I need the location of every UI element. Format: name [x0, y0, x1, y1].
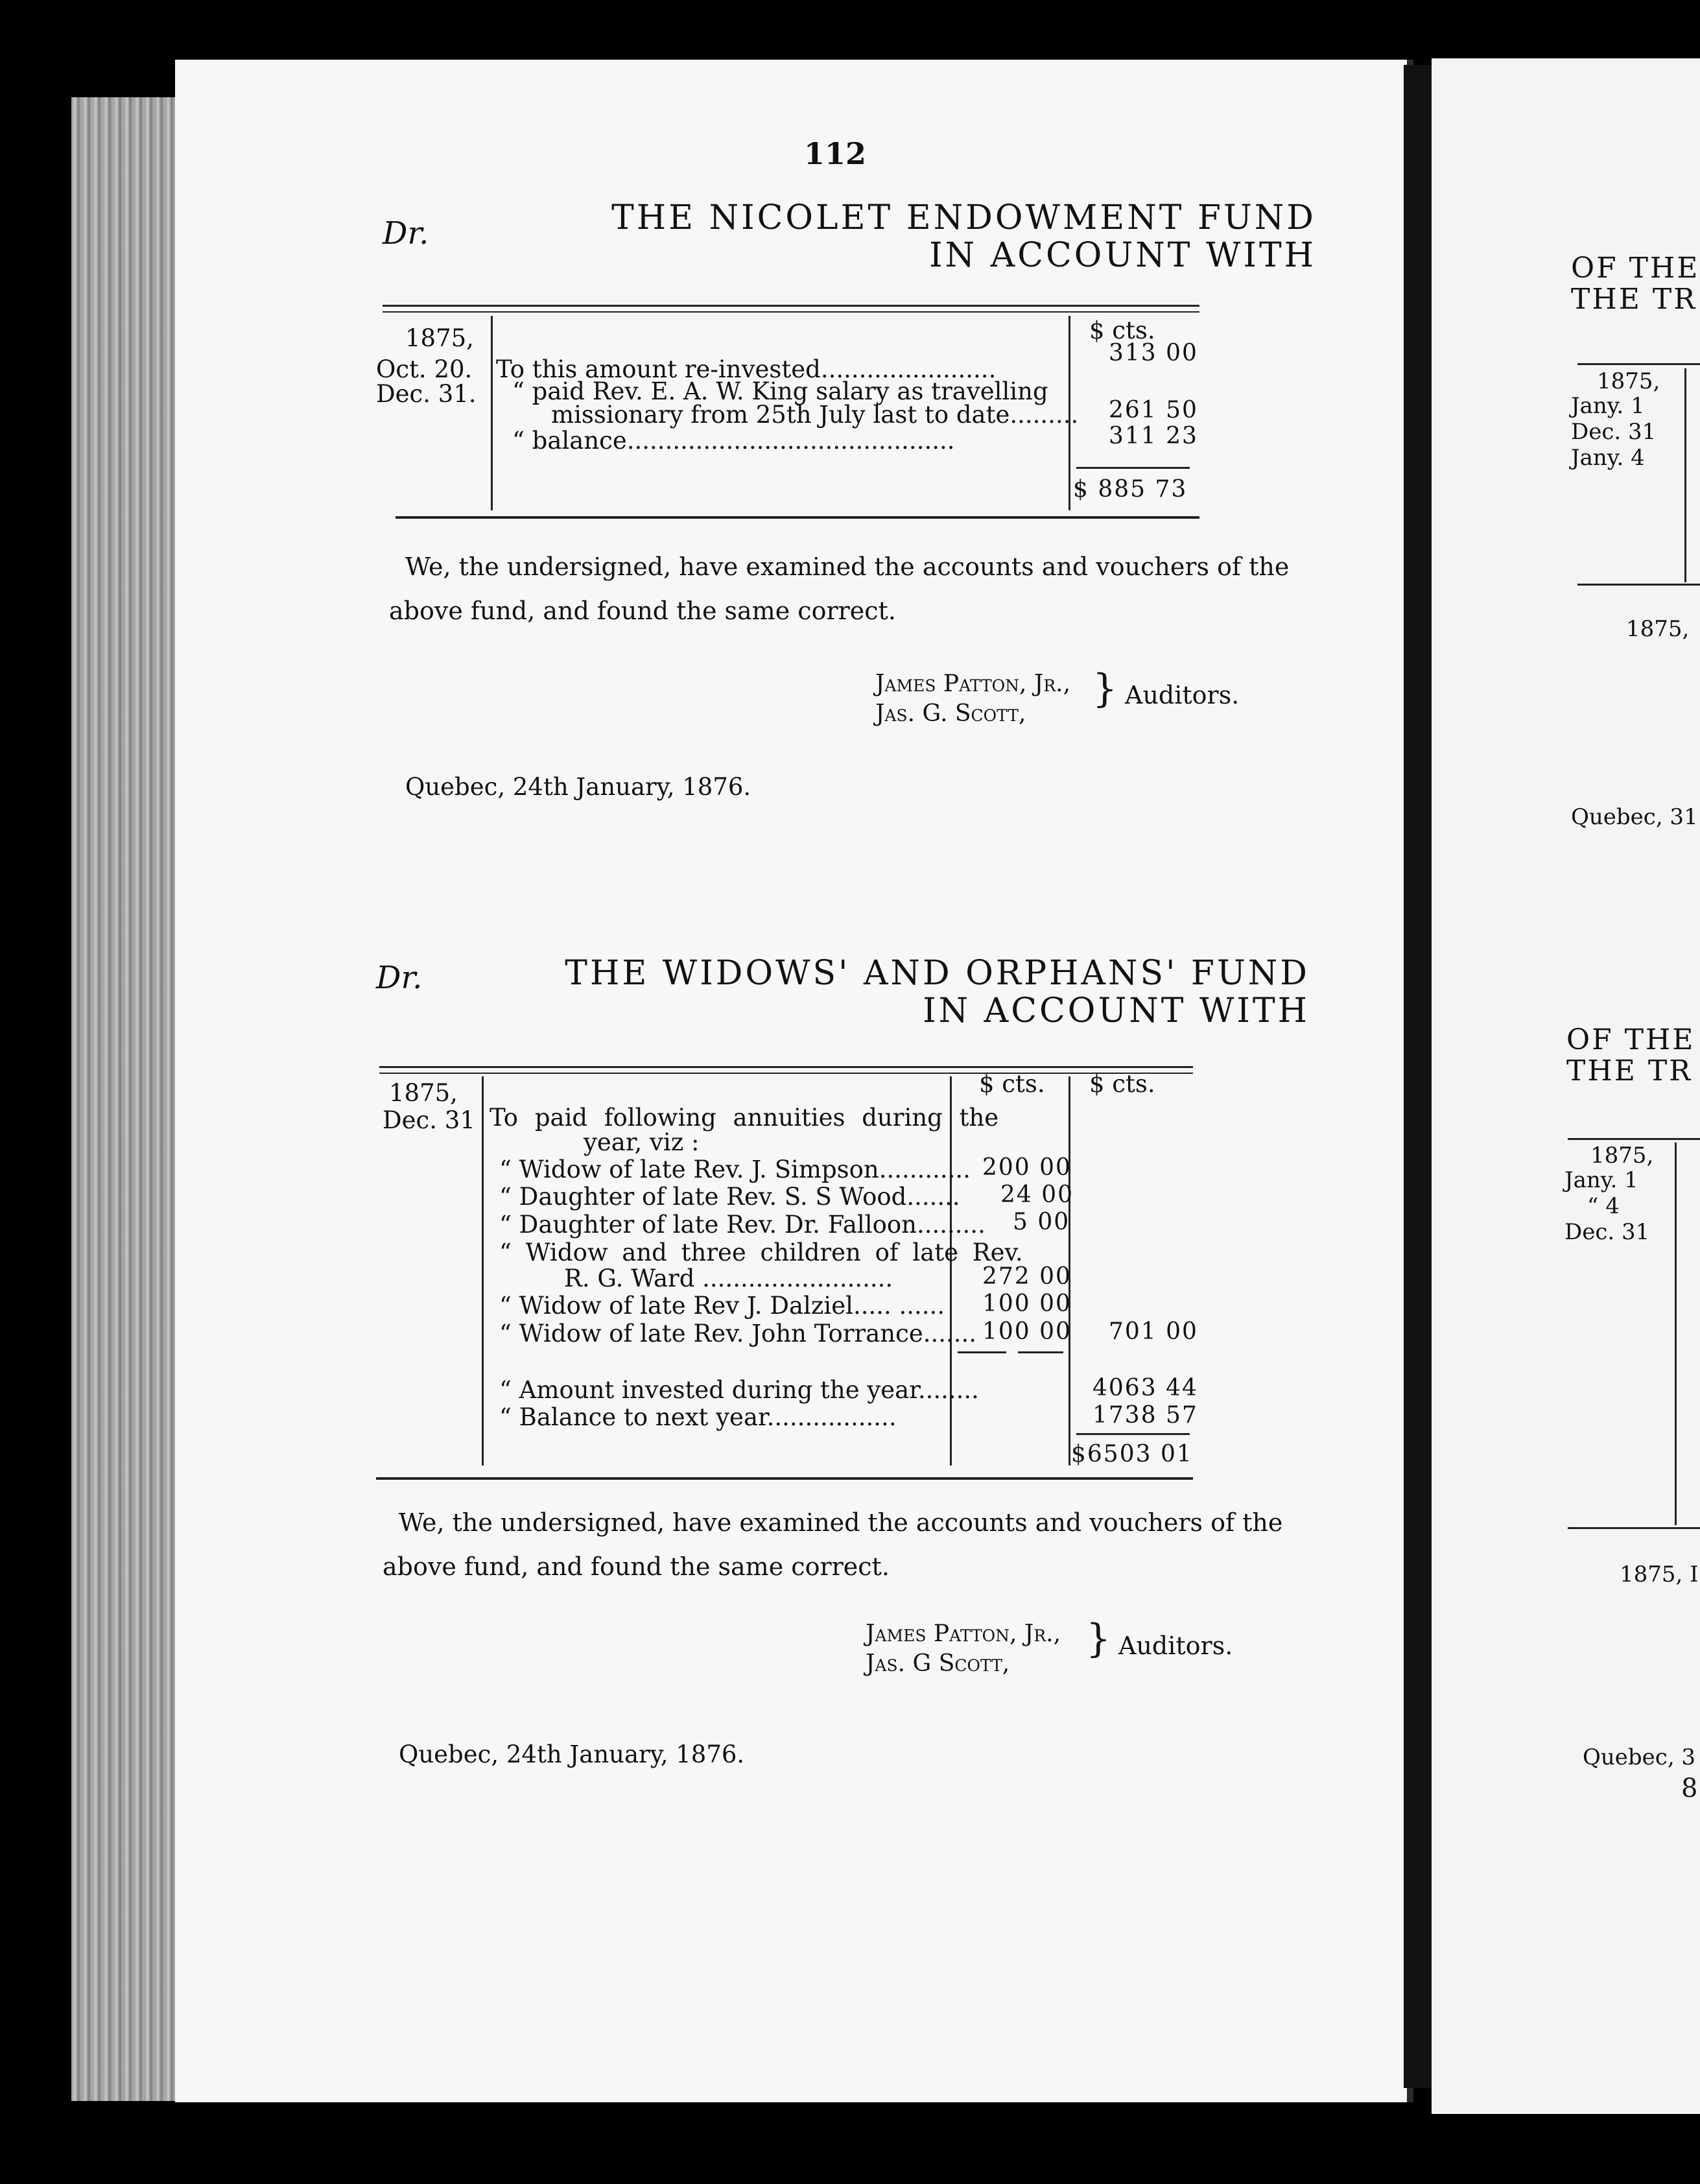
entry-date: Jany. 4 — [1571, 445, 1645, 471]
entry-date: Dec. 31 — [383, 1106, 475, 1134]
annuity-text: “ Widow and three children of late Rev. — [499, 1239, 1023, 1266]
account1-title: THE NICOLET ENDOWMENT FUND IN ACCOUNT WITH — [611, 198, 1316, 275]
annuity-text: “ Daughter of late Rev. S. S Wood....... — [499, 1183, 960, 1211]
total-rule — [1076, 1433, 1190, 1435]
entry-text: “ balance........................................... — [512, 427, 955, 455]
rule — [383, 305, 1199, 307]
auditor-names: James Patton, Jr., Jas. G. Scott, — [875, 671, 1071, 727]
annuities-total: 701 00 — [1109, 1318, 1198, 1345]
brace: } — [1092, 666, 1118, 711]
right-heading: OF THE THE TR — [1571, 252, 1700, 316]
entry-date: Oct. 20. — [376, 355, 473, 383]
rule — [383, 311, 1199, 313]
entry-text: missionary from 25th July last to date......... — [551, 401, 1079, 429]
auditors-label: Auditors. — [1125, 681, 1240, 709]
year-label: 1875, — [1597, 368, 1660, 394]
entry-amount: 311 23 — [1109, 423, 1198, 449]
left-page — [175, 60, 1413, 2102]
year-label: 1875, — [389, 1079, 458, 1107]
rule — [1568, 1138, 1700, 1140]
brace: } — [1086, 1616, 1111, 1661]
audit-statement: We, the undersigned, have examined the accounts and vouchers of the above fund, and found the same correct. — [389, 552, 1290, 625]
column-header: $ cts. — [979, 1070, 1045, 1098]
entry-text: To this amount re-invested....................... — [496, 355, 997, 383]
subtotal-rule — [1018, 1351, 1063, 1353]
rule — [379, 1066, 1193, 1068]
entry-text: “ Amount invested during the year........ — [499, 1376, 979, 1404]
place-date: Quebec, 24th January, 1876. — [405, 773, 751, 801]
currency-header: $ cts. — [1089, 316, 1155, 344]
table-divider — [1684, 368, 1686, 582]
entry-text: “ Balance to next year................. — [499, 1403, 897, 1431]
entry-date: Dec. 31 — [1571, 419, 1657, 445]
annuity-text: “ Widow of late Rev. J. Simpson............ — [499, 1156, 971, 1183]
debit-label: Dr. — [383, 215, 429, 252]
entry-text: To paid following annuities during the — [490, 1104, 999, 1132]
entry-date: Dec. 31 — [1564, 1219, 1650, 1245]
page-number: 112 — [804, 136, 867, 171]
rule — [379, 1073, 1193, 1074]
annuity-amount: 100 00 — [982, 1318, 1072, 1345]
right-heading: OF THE THE TR — [1566, 1023, 1695, 1087]
year-note: 1875, I — [1620, 1561, 1699, 1587]
year-note: 1875, — [1626, 616, 1690, 642]
place-date: Quebec, 31 — [1571, 804, 1698, 830]
entry-amount: 1738 57 — [1092, 1402, 1198, 1429]
account-total: $ 885 73 — [1073, 476, 1188, 503]
entry-text: “ paid Rev. E. A. W. King salary as travelling — [512, 377, 1048, 405]
year-label: 1875, — [1590, 1143, 1654, 1169]
annuity-amount: 100 00 — [982, 1290, 1072, 1317]
entry-date: “ 4 — [1587, 1193, 1620, 1219]
annuity-amount: 200 00 — [982, 1154, 1072, 1181]
book-gutter — [1404, 65, 1433, 2088]
entry-date: Jany. 1 — [1564, 1167, 1638, 1193]
annuity-text: “ Widow of late Rev. John Torrance....... — [499, 1320, 977, 1347]
annuity-amount: 5 00 — [1013, 1209, 1070, 1235]
auditor-names: James Patton, Jr., Jas. G Scott, — [866, 1620, 1061, 1677]
debit-label: Dr. — [376, 960, 423, 996]
page-number-fragment: 8 — [1681, 1774, 1698, 1803]
table-divider — [950, 1076, 952, 1466]
entry-date: Dec. 31. — [376, 380, 477, 408]
annuity-amount: 272 00 — [982, 1263, 1072, 1290]
rule — [1577, 584, 1700, 586]
entry-date: Jany. 1 — [1571, 393, 1645, 419]
annuity-text: “ Widow of late Rev J. Dalziel..... ...... — [499, 1292, 945, 1320]
rule — [395, 516, 1199, 519]
rule — [1577, 363, 1700, 365]
rule — [1568, 1527, 1700, 1529]
book-page-edges — [71, 97, 188, 2101]
account-total: $6503 01 — [1071, 1441, 1193, 1467]
auditors-label: Auditors. — [1118, 1632, 1233, 1660]
place-date: Quebec, 24th January, 1876. — [399, 1740, 745, 1768]
entry-amount: 313 00 — [1109, 340, 1198, 366]
column-header: $ cts. — [1089, 1070, 1155, 1098]
audit-statement: We, the undersigned, have examined the accounts and vouchers of the above fund, and found the same correct. — [383, 1508, 1283, 1581]
annuity-amount: 24 00 — [1000, 1181, 1074, 1208]
table-divider — [1675, 1143, 1677, 1525]
entry-amount: 261 50 — [1109, 397, 1198, 423]
annuity-text: R. G. Ward ......................... — [564, 1264, 893, 1292]
year-label: 1875, — [405, 324, 474, 352]
account2-title: THE WIDOWS' AND ORPHANS' FUND IN ACCOUNT WITH — [565, 954, 1310, 1030]
place-date: Quebec, 3 — [1583, 1744, 1696, 1770]
entry-text: year, viz : — [584, 1128, 700, 1156]
table-divider — [482, 1076, 484, 1466]
rule — [376, 1477, 1193, 1480]
entry-amount: 4063 44 — [1092, 1375, 1198, 1401]
annuity-text: “ Daughter of late Rev. Dr. Falloon......... — [499, 1211, 986, 1239]
subtotal-rule — [958, 1351, 1006, 1353]
table-divider — [491, 316, 493, 510]
total-rule — [1076, 467, 1190, 469]
right-page-fragment — [1432, 58, 1700, 2114]
